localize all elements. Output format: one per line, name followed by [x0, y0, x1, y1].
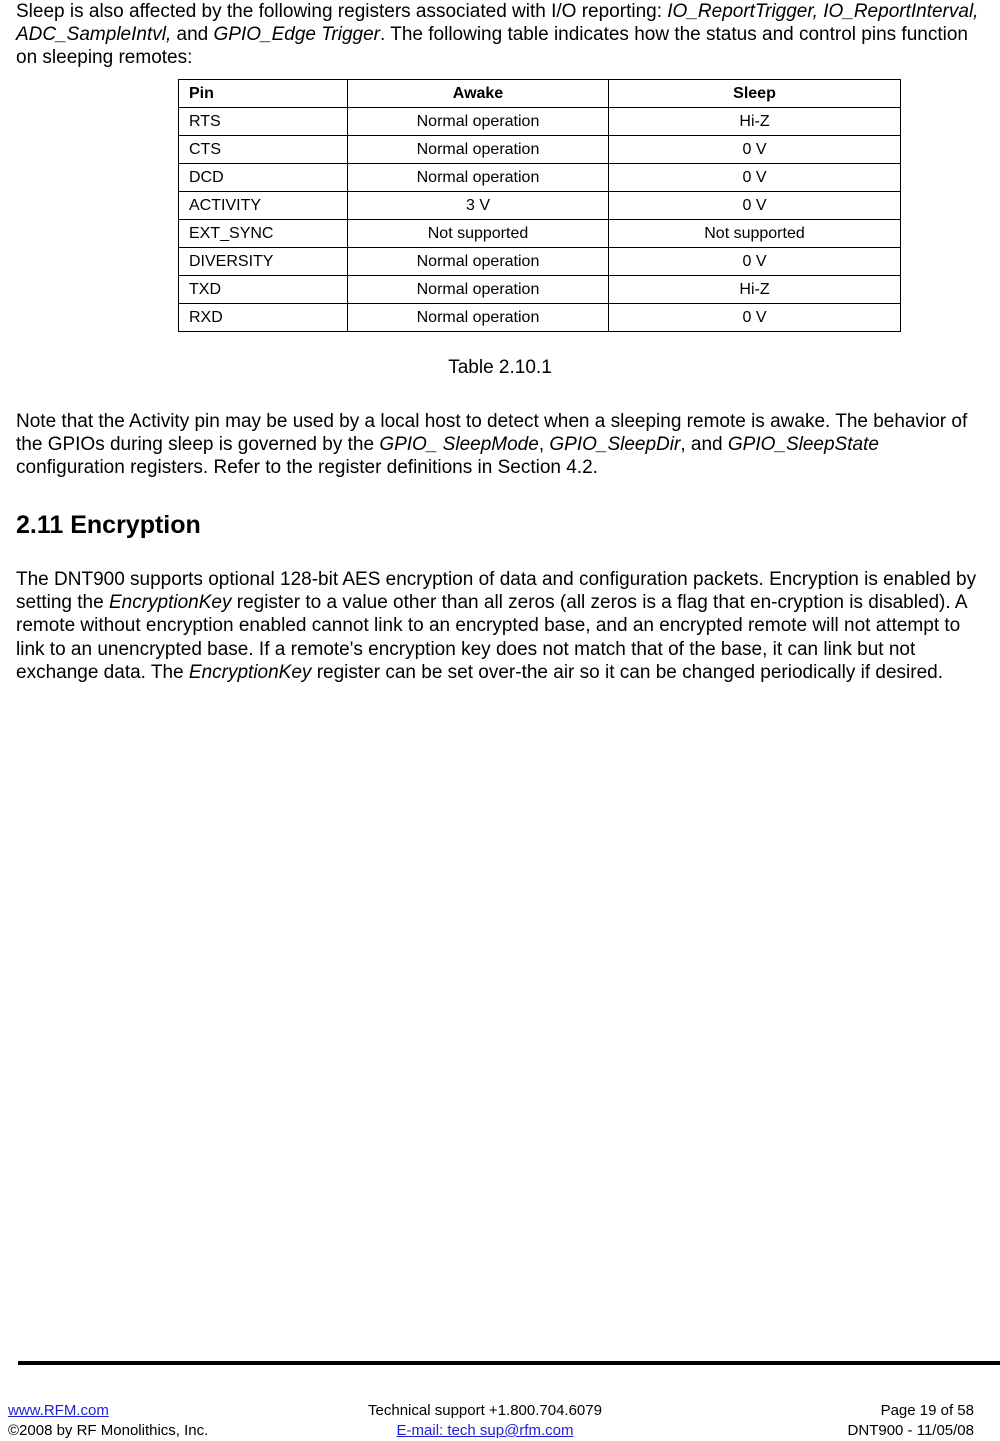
cell-awake: Normal operation: [348, 164, 609, 192]
table-row: [179, 108, 901, 136]
cell-pin: RTS: [179, 108, 348, 136]
cell-sleep: Hi-Z: [609, 108, 901, 136]
footer-right: [848, 1401, 974, 1441]
table-row: [179, 304, 901, 332]
cell-pin: CTS: [179, 136, 348, 164]
table-row: [179, 164, 901, 192]
note-text: ,: [538, 434, 550, 455]
cell-pin: DCD: [179, 164, 348, 192]
cell-sleep: Hi-Z: [609, 276, 901, 304]
table-row: [179, 276, 901, 304]
table-row: [179, 136, 901, 164]
register-name: EncryptionKey: [188, 661, 312, 683]
cell-awake: Normal operation: [348, 248, 609, 276]
doc-id: DNT900 - 11/05/08: [847, 1422, 974, 1439]
website-link[interactable]: www.RFM.com: [8, 1402, 109, 1419]
header-awake: Awake: [348, 80, 609, 108]
cell-pin: ACTIVITY: [179, 192, 348, 220]
section-heading: 2.11 Encryption: [16, 511, 201, 539]
table-header-row: [179, 80, 901, 108]
register-name: GPIO_SleepState: [727, 434, 879, 455]
cell-awake: Normal operation: [348, 108, 609, 136]
intro-text: Sleep is also affected by the following registers associated with I/O reporting:: [16, 1, 668, 22]
note-text: Note that the Activity pin may be used by a local host to detect when a sleeping remote is awake. The behavior of the GPIOs during sleep is governed by the: [16, 411, 968, 455]
encryption-paragraph: [16, 568, 991, 684]
support-phone: Technical support +1.800.704.6079: [368, 1402, 602, 1419]
cell-awake: 3 V: [348, 192, 609, 220]
cell-sleep: Not supported: [609, 220, 901, 248]
section-text: The DNT900 supports optional 128-bit AES encryption of data and configuration packets. Encryption is enabled by setting the: [16, 569, 977, 614]
cell-awake: Not supported: [348, 220, 609, 248]
register-name: EncryptionKey: [108, 592, 232, 614]
table-row: [179, 192, 901, 220]
email-link[interactable]: E-mail: tech sup@rfm.com: [396, 1422, 574, 1439]
table-row: [179, 220, 901, 248]
page-number: Page 19 of 58: [880, 1402, 974, 1419]
note-text: configuration registers. Refer to the register definitions in Section 4.2.: [16, 457, 598, 478]
intro-text: . The following table indicates how the status and control pins function on sleeping remotes:: [16, 24, 968, 68]
note-paragraph: [16, 410, 991, 479]
footer-divider: [18, 1361, 1000, 1365]
cell-pin: TXD: [179, 276, 348, 304]
register-name: GPIO_SleepDir: [549, 434, 681, 455]
cell-pin: DIVERSITY: [179, 248, 348, 276]
footer-center: [0, 1401, 970, 1441]
intro-paragraph: [16, 0, 991, 69]
pin-function-table: [178, 79, 901, 332]
table-caption: Table 2.10.1: [448, 357, 552, 378]
intro-text: and: [171, 24, 214, 45]
copyright: ©2008 by RF Monolithics, Inc.: [8, 1422, 209, 1439]
cell-awake: Normal operation: [348, 276, 609, 304]
cell-pin: RXD: [179, 304, 348, 332]
cell-awake: Normal operation: [348, 136, 609, 164]
cell-sleep: 0 V: [609, 192, 901, 220]
cell-sleep: 0 V: [609, 248, 901, 276]
note-text: , and: [680, 434, 728, 455]
register-name: IO_ReportTrigger, IO_ReportInterval, ADC_SampleIntvl,: [16, 1, 979, 45]
header-pin: Pin: [179, 80, 348, 108]
cell-pin: EXT_SYNC: [179, 220, 348, 248]
section-text: register can be set over-the air so it can be changed periodically if desired.: [311, 661, 943, 683]
cell-awake: Normal operation: [348, 304, 609, 332]
register-name: GPIO_ SleepMode: [379, 434, 539, 455]
cell-sleep: 0 V: [609, 136, 901, 164]
header-sleep: Sleep: [609, 80, 901, 108]
cell-sleep: 0 V: [609, 164, 901, 192]
cell-sleep: 0 V: [609, 304, 901, 332]
section-text: register to a value other than all zeros (all zeros is a flag that en-cryption is disabled). A remote without encryption enabled cannot link to an encrypted base, and an encrypted remote will not attempt to link to an unencrypted base. If a remote's encryption key does not match that of the base, it can link but not exchange data. The: [16, 592, 967, 683]
table-row: [179, 248, 901, 276]
register-name: GPIO_Edge Trigger: [213, 24, 381, 45]
